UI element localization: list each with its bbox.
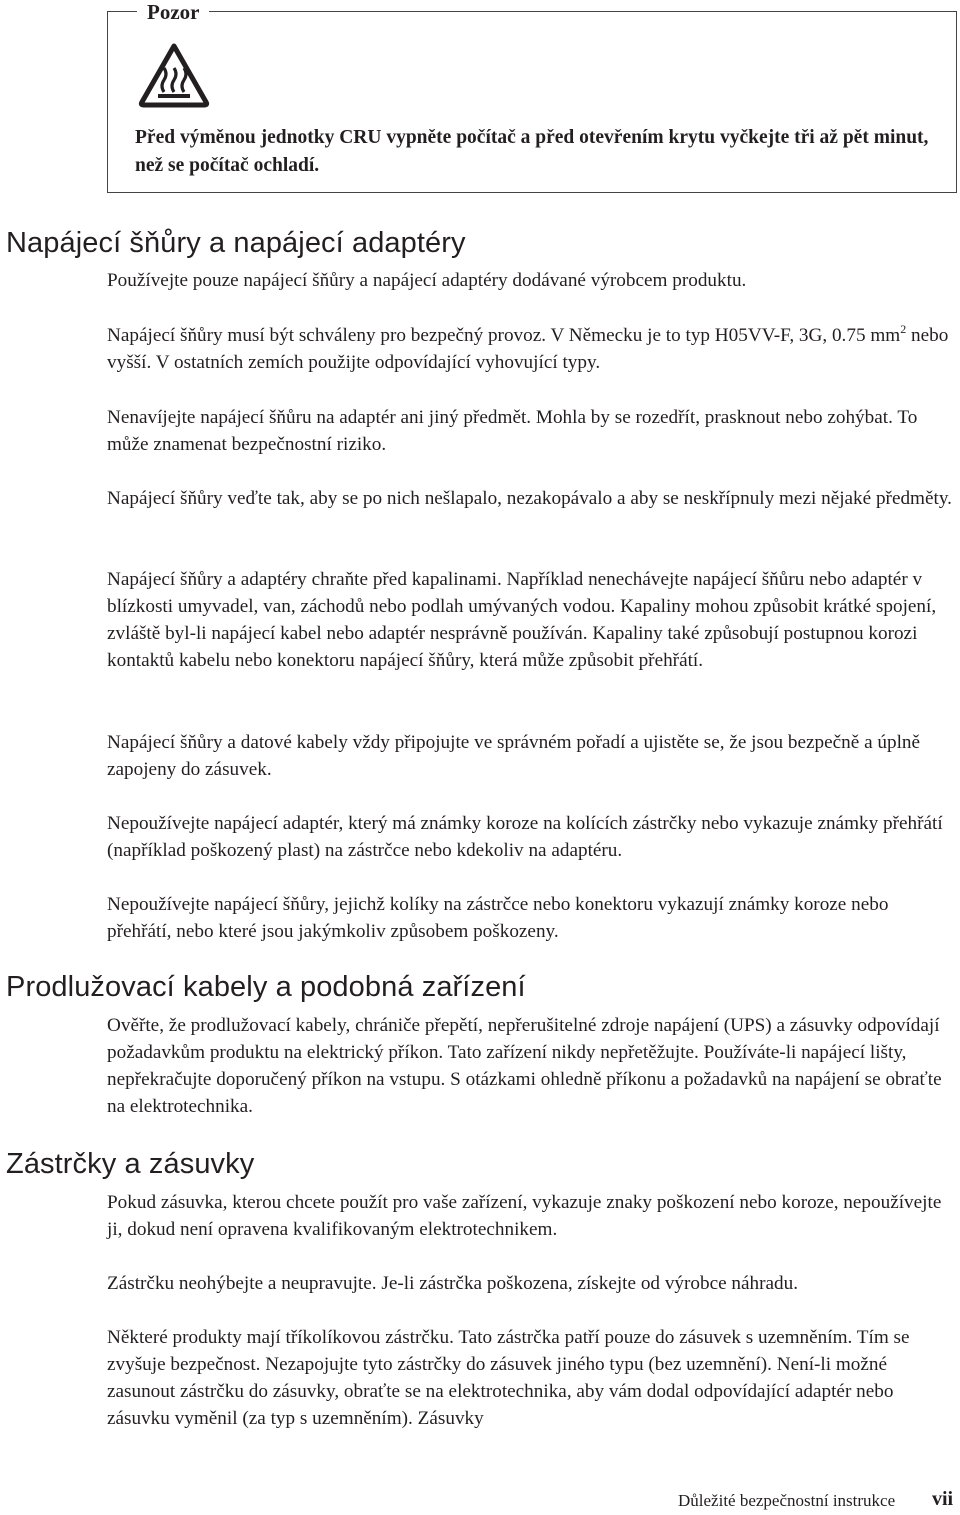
paragraph: Pokud zásuvka, kterou chcete použít pro vaše zařízení, vykazuje znaky poškození nebo koroze, nepoužívejte ji, dokud není opravena kvalifikovaným elektrotechnikem.: [107, 1192, 942, 1240]
caution-label: Pozor: [137, 0, 209, 24]
caution-text: Před výměnou jednotky CRU vypněte počítač a před otevřením krytu vyčkejte tři až pět minut, než se počítač ochladí.: [135, 127, 929, 176]
hot-surface-warning-icon: [138, 42, 210, 108]
section-heading-plugs-outlets: Zástrčky a zásuvky: [6, 1148, 255, 1180]
page-number: vii: [932, 1488, 954, 1510]
section-heading-power-cords: Napájecí šňůry a napájecí adaptéry: [6, 227, 466, 259]
footer-title: Důležité bezpečnostní instrukce: [678, 1491, 896, 1510]
paragraph: Ověřte, že prodlužovací kabely, chrániče přepětí, nepřerušitelné zdroje napájení (UPS) a zásuvky odpovídají požadavkům produktu na elektrický příkon. Tato zařízení nikdy nepřetěžujte. Používáte-li napájecí lišty, nepřekračujte doporučený příkon na vstupu. S otázkami ohledně příkonu a požadavků na napájení se obraťte na elektrotechnika.: [107, 1015, 942, 1117]
paragraph: Používejte pouze napájecí šňůry a napájecí adaptéry dodávané výrobcem produktu.: [107, 270, 747, 291]
paragraph: Nenavíjejte napájecí šňůru na adaptér ani jiný předmět. Mohla by se rozedřít, prasknout nebo zohýbat. To může znamenat bezpečnostní riziko.: [107, 407, 918, 455]
paragraph: Nepoužívejte napájecí šňůry, jejichž kolíky na zástrčce nebo konektoru vykazují známky koroze nebo přehřátí, nebo které jsou jakýmkoliv způsobem poškozeny.: [107, 894, 889, 942]
section-heading-extension-cords: Prodlužovací kabely a podobná zařízení: [6, 971, 526, 1003]
paragraph: Nepoužívejte napájecí adaptér, který má známky koroze na kolících zástrčky nebo vykazuje známky přehřátí (například poškozený plast) na zástrčce nebo kdekoliv na adaptéru.: [107, 813, 943, 861]
paragraph: Některé produkty mají tříkolíkovou zástrčku. Tato zástrčka patří pouze do zásuvek s uzemněním. Tím se zvyšuje bezpečnost. Nezapojujte tyto zástrčky do zásuvek jiného typu (bez uzemnění). Není-li možné zasunout zástrčku do zásuvky, obraťte se na elektrotechnika, aby vám dodal odpovídající adaptér nebo zásuvku vyměnil (za typ s uzemněním). Zásuvky: [107, 1327, 910, 1429]
paragraph: Napájecí šňůry a datové kabely vždy připojujte ve správném pořadí a ujistěte se, že jsou bezpečně a úplně zapojeny do zásuvek.: [107, 732, 921, 780]
paragraph: Zástrčku neohýbejte a neupravujte. Je-li zástrčka poškozena, získejte od výrobce náhradu.: [107, 1273, 799, 1294]
superscript: 2: [900, 322, 907, 336]
paragraph: Napájecí šňůry a adaptéry chraňte před kapalinami. Například nenechávejte napájecí šňůru nebo adaptér v blízkosti umyvadel, van, záchodů nebo podlah umývaných vodou. Kapaliny mohou způsobit krátké spojení, zvláště byl-li napájecí kabel nebo adaptér nesprávně používán. Kapaliny také způsobují postupnou korozi kontaktů kabelu nebo konektoru napájecí šňůry, která může způsobit přehřátí.: [107, 569, 937, 671]
paragraph: Napájecí šňůry veďte tak, aby se po nich nešlapalo, nezakopávalo a aby se neskřípnuly mezi nějaké předměty.: [107, 488, 952, 509]
paragraph: Napájecí šňůry musí být schváleny pro bezpečný provoz. V Německu je to typ H05VV-F, 3G, 0.75 $mm^2$ nebo vyšší. V ostatních zemích použijte odpovídající vyhovující typy.: [107, 322, 949, 373]
